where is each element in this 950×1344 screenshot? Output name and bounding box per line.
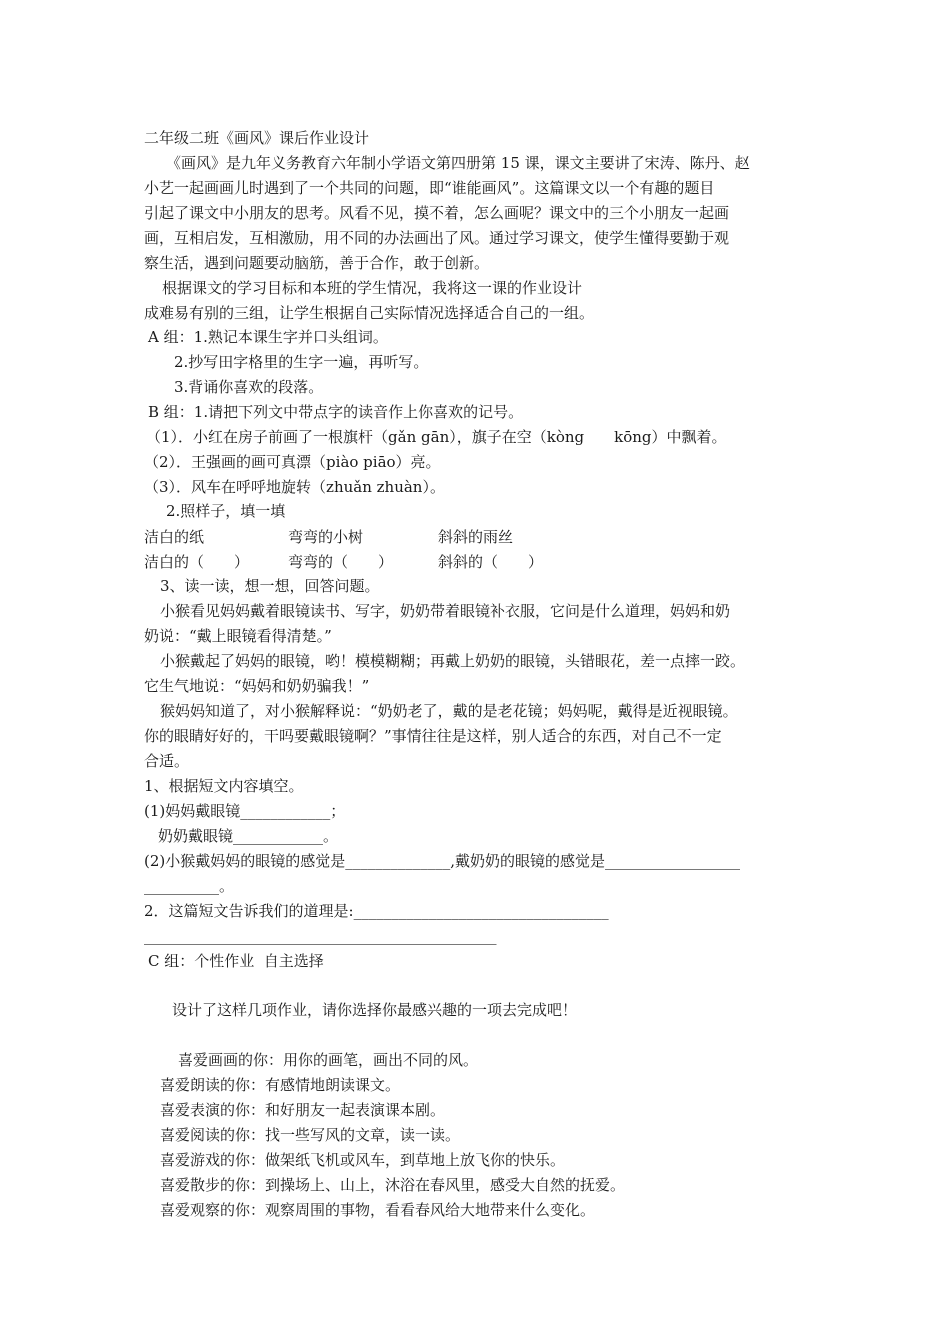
doc-title: 二年级二班《画风》课后作业设计 bbox=[144, 129, 370, 147]
story-line: 小猴戴起了妈妈的眼镜，哟！模模糊糊；再戴上奶奶的眼镜，头错眼花，差一点摔一跤。 bbox=[160, 652, 746, 670]
plan-line: 根据课文的学习目标和本班的学生情况，我将这一课的作业设计 bbox=[162, 279, 583, 297]
b2-blank: 斜斜的（ ） bbox=[438, 553, 544, 571]
story-line: 奶说：“戴上眼镜看得清楚。” bbox=[144, 627, 332, 645]
question-line: __________。 bbox=[144, 877, 235, 895]
intro-line: 《画风》是九年义务教育六年制小学语文第四册第 15 课，课文主要讲了宋涛、陈丹、赵 bbox=[166, 154, 750, 172]
story-line: 合适。 bbox=[144, 752, 190, 770]
group-c-item: 喜爱散步的你：到操场上、山上，沐浴在春风里，感受大自然的抚爱。 bbox=[160, 1176, 626, 1194]
group-b-item: （2）．王强画的画可真漂（piào piāo）亮。 bbox=[144, 453, 441, 471]
group-c-item: 喜爱游戏的你：做架纸飞机或风车，到草地上放飞你的快乐。 bbox=[160, 1151, 566, 1169]
b2-example: 弯弯的小树 bbox=[288, 528, 364, 546]
intro-line: 画，互相启发，互相激励，用不同的办法画出了风。通过学习课文，使学生懂得要勤于观 bbox=[144, 229, 730, 247]
story-line: 小猴看见妈妈戴着眼镜读书、写字，奶奶带着眼镜补衣服，它问是什么道理，妈妈和奶 bbox=[160, 602, 731, 620]
group-c-heading: C 组：个性作业 自主选择 bbox=[148, 952, 324, 970]
intro-line: 引起了课文中小朋友的思考。风看不见，摸不着，怎么画呢？课文中的三个小朋友一起画 bbox=[144, 204, 730, 222]
b2-example: 洁白的纸 bbox=[144, 528, 205, 546]
intro-line: 察生活，遇到问题要动脑筋，善于合作，敢于创新。 bbox=[144, 254, 490, 272]
group-c-item: 喜爱阅读的你：找一些写风的文章，读一读。 bbox=[160, 1126, 461, 1144]
b2-example: 斜斜的雨丝 bbox=[438, 528, 514, 546]
b2-blank: 弯弯的（ ） bbox=[288, 553, 394, 571]
group-c-item: 喜爱画画的你：用你的画笔，画出不同的风。 bbox=[178, 1051, 479, 1069]
group-c-intro: 设计了这样几项作业，请你选择你最感兴趣的一项去完成吧！ bbox=[172, 1001, 578, 1019]
question-line: (2)小猴戴妈妈的眼镜的感觉是______________,戴奶奶的眼镜的感觉是__________________ bbox=[144, 852, 741, 870]
story-line: 猴妈妈知道了，对小猴解释说：“奶奶老了，戴的是老花镜；妈妈呢，戴得是近视眼镜。 bbox=[160, 702, 738, 720]
group-a-item: 2.抄写田字格里的生字一遍，再听写。 bbox=[174, 353, 429, 371]
b2-blank: 洁白的（ ） bbox=[144, 553, 250, 571]
question-line: (1)妈妈戴眼镜____________； bbox=[144, 802, 346, 820]
group-b-heading: B 组：1.请把下列文中带点字的读音作上你喜欢的记号。 bbox=[148, 403, 524, 421]
group-c-item: 喜爱朗读的你：有感情地朗读课文。 bbox=[160, 1076, 401, 1094]
question-line: _______________________________________________ bbox=[144, 927, 497, 945]
group-b-item: （3）．风车在呼呼地旋转（zhuǎn zhuàn）。 bbox=[144, 478, 445, 496]
question-line: 奶奶戴眼镜____________。 bbox=[158, 827, 339, 845]
group-a-item: 3.背诵你喜欢的段落。 bbox=[174, 378, 324, 396]
story-line: 它生气地说：“妈妈和奶奶骗我！” bbox=[144, 677, 370, 695]
b3-heading: 3、读一读，想一想，回答问题。 bbox=[160, 577, 380, 595]
group-c-item: 喜爱观察的你：观察周围的事物，看看春风给大地带来什么变化。 bbox=[160, 1201, 596, 1219]
story-line: 你的眼睛好好的，干吗要戴眼镜啊？”事情往往是这样，别人适合的东西，对自己不一定 bbox=[144, 727, 722, 745]
intro-line: 小艺一起画画儿时遇到了一个共同的问题，即“谁能画风”。这篇课文以一个有趣的题目 bbox=[144, 179, 715, 197]
group-a-heading: A 组：1.熟记本课生字并口头组词。 bbox=[148, 328, 388, 346]
group-c-item: 喜爱表演的你：和好朋友一起表演课本剧。 bbox=[160, 1101, 446, 1119]
group-b-item: （1）．小红在房子前画了一根旗杆（gǎn gān），旗子在空（kòng kōng）中飘着。 bbox=[146, 428, 727, 446]
question-line: 2．这篇短文告诉我们的道理是:__________________________________ bbox=[144, 902, 609, 920]
plan-line: 成难易有别的三组，让学生根据自己实际情况选择适合自己的一组。 bbox=[144, 304, 595, 322]
question-line: 1、根据短文内容填空。 bbox=[144, 777, 304, 795]
b2-heading: 2.照样子，填一填 bbox=[166, 502, 286, 520]
